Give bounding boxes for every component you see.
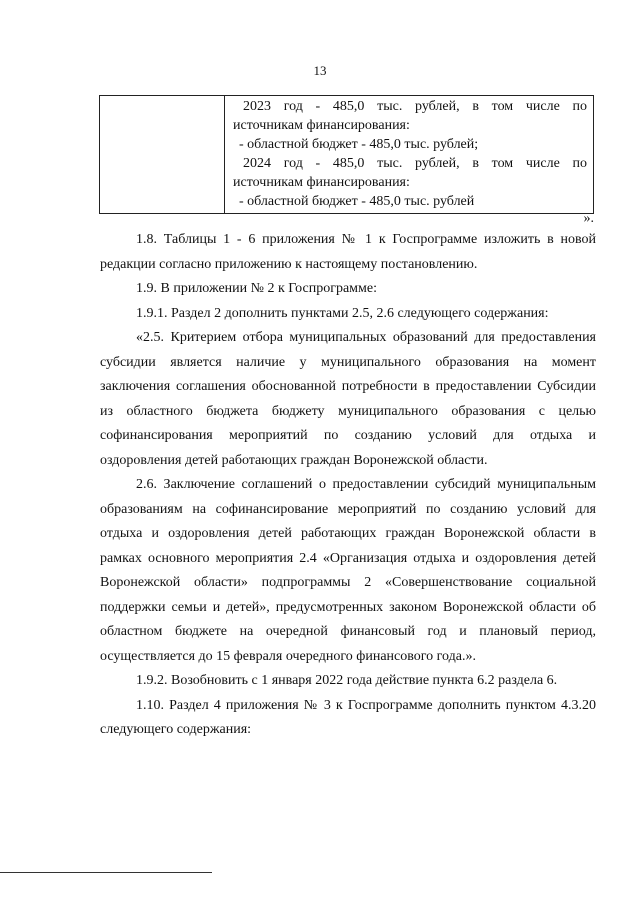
paragraph-2-6-cont: отдыха и оздоровления детей работающих граждан Воронежской области в [100,526,596,541]
paragraph-2-6-cont: Воронежской области» подпрограммы 2 «Совершенствование социальной [100,575,596,590]
closing-quote: ». [583,211,594,226]
table-line: - областной бюджет - 485,0 тыс. рублей; [239,137,479,152]
paragraph-1-10-cont: следующего содержания: [100,722,252,737]
table-line: 2023 год - 485,0 тыс. рублей, в том числе по [243,99,587,114]
paragraph-1-9-1: 1.9.1. Раздел 2 дополнить пунктами 2.5, 2.6 следующего содержания: [136,305,549,321]
table-line: источникам финансирования: [233,118,410,133]
document-body [100,228,596,743]
paragraph-2-5-cont: заключения соглашения обоснованной потребности в предоставлении Субсидии [100,379,596,394]
table-empty-cell [100,96,225,214]
table-line: 2024 год - 485,0 тыс. рублей, в том числе по [243,156,587,171]
paragraph-2-5: «2.5. Критерием отбора муниципальных образований для предоставления [136,330,596,345]
paragraph-2-5-cont: субсидии является наличие у муниципального образования на момент [100,354,596,370]
page-number: 13 [313,63,327,78]
paragraph-2-6-cont: образованиям на софинансирование мероприятий по созданию условий для [100,501,596,517]
paragraph-1-8: 1.8. Таблицы 1 - 6 приложения № 1 к Госпрограмме изложить в новой [136,232,596,247]
paragraph-1-9-2: 1.9.2. Возобновить с 1 января 2022 года действие пункта 6.2 раздела 6. [136,673,558,688]
table-financing-cell [225,96,594,214]
footer-rule [0,872,212,873]
paragraph-2-5-cont: из областного бюджета бюджету муниципального образования с целью [100,403,596,419]
paragraph-2-5-cont: софинансирования мероприятий по созданию условий для отдыха и [100,428,596,443]
paragraph-1-8-cont: редакции согласно приложению к настоящему постановлению. [100,256,478,272]
paragraph-1-10: 1.10. Раздел 4 приложения № 3 к Госпрограмме дополнить пунктом 4.3.20 [136,697,596,713]
financing-table [99,95,594,214]
paragraph-1-9: 1.9. В приложении № 2 к Госпрограмме: [136,281,377,296]
table-line: источникам финансирования: [233,175,410,190]
table-line: - областной бюджет - 485,0 тыс. рублей [239,194,475,209]
paragraph-2-6: 2.6. Заключение соглашений о предоставлении субсидий муниципальным [136,477,596,492]
paragraph-2-6-cont: осуществляется до 15 февраля очередного финансового года.». [100,648,476,664]
paragraph-2-6-cont: поддержки семьи и детей», предусмотренных законом Воронежской области об [100,599,596,615]
paragraph-2-6-cont: областном бюджете на очередной финансовый год и плановый период, [100,624,596,639]
paragraph-2-5-cont: оздоровления детей работающих граждан Воронежской области. [100,452,488,468]
paragraph-2-6-cont: рамках основного мероприятия 2.4 «Организация отдыха и оздоровления детей [100,550,596,566]
